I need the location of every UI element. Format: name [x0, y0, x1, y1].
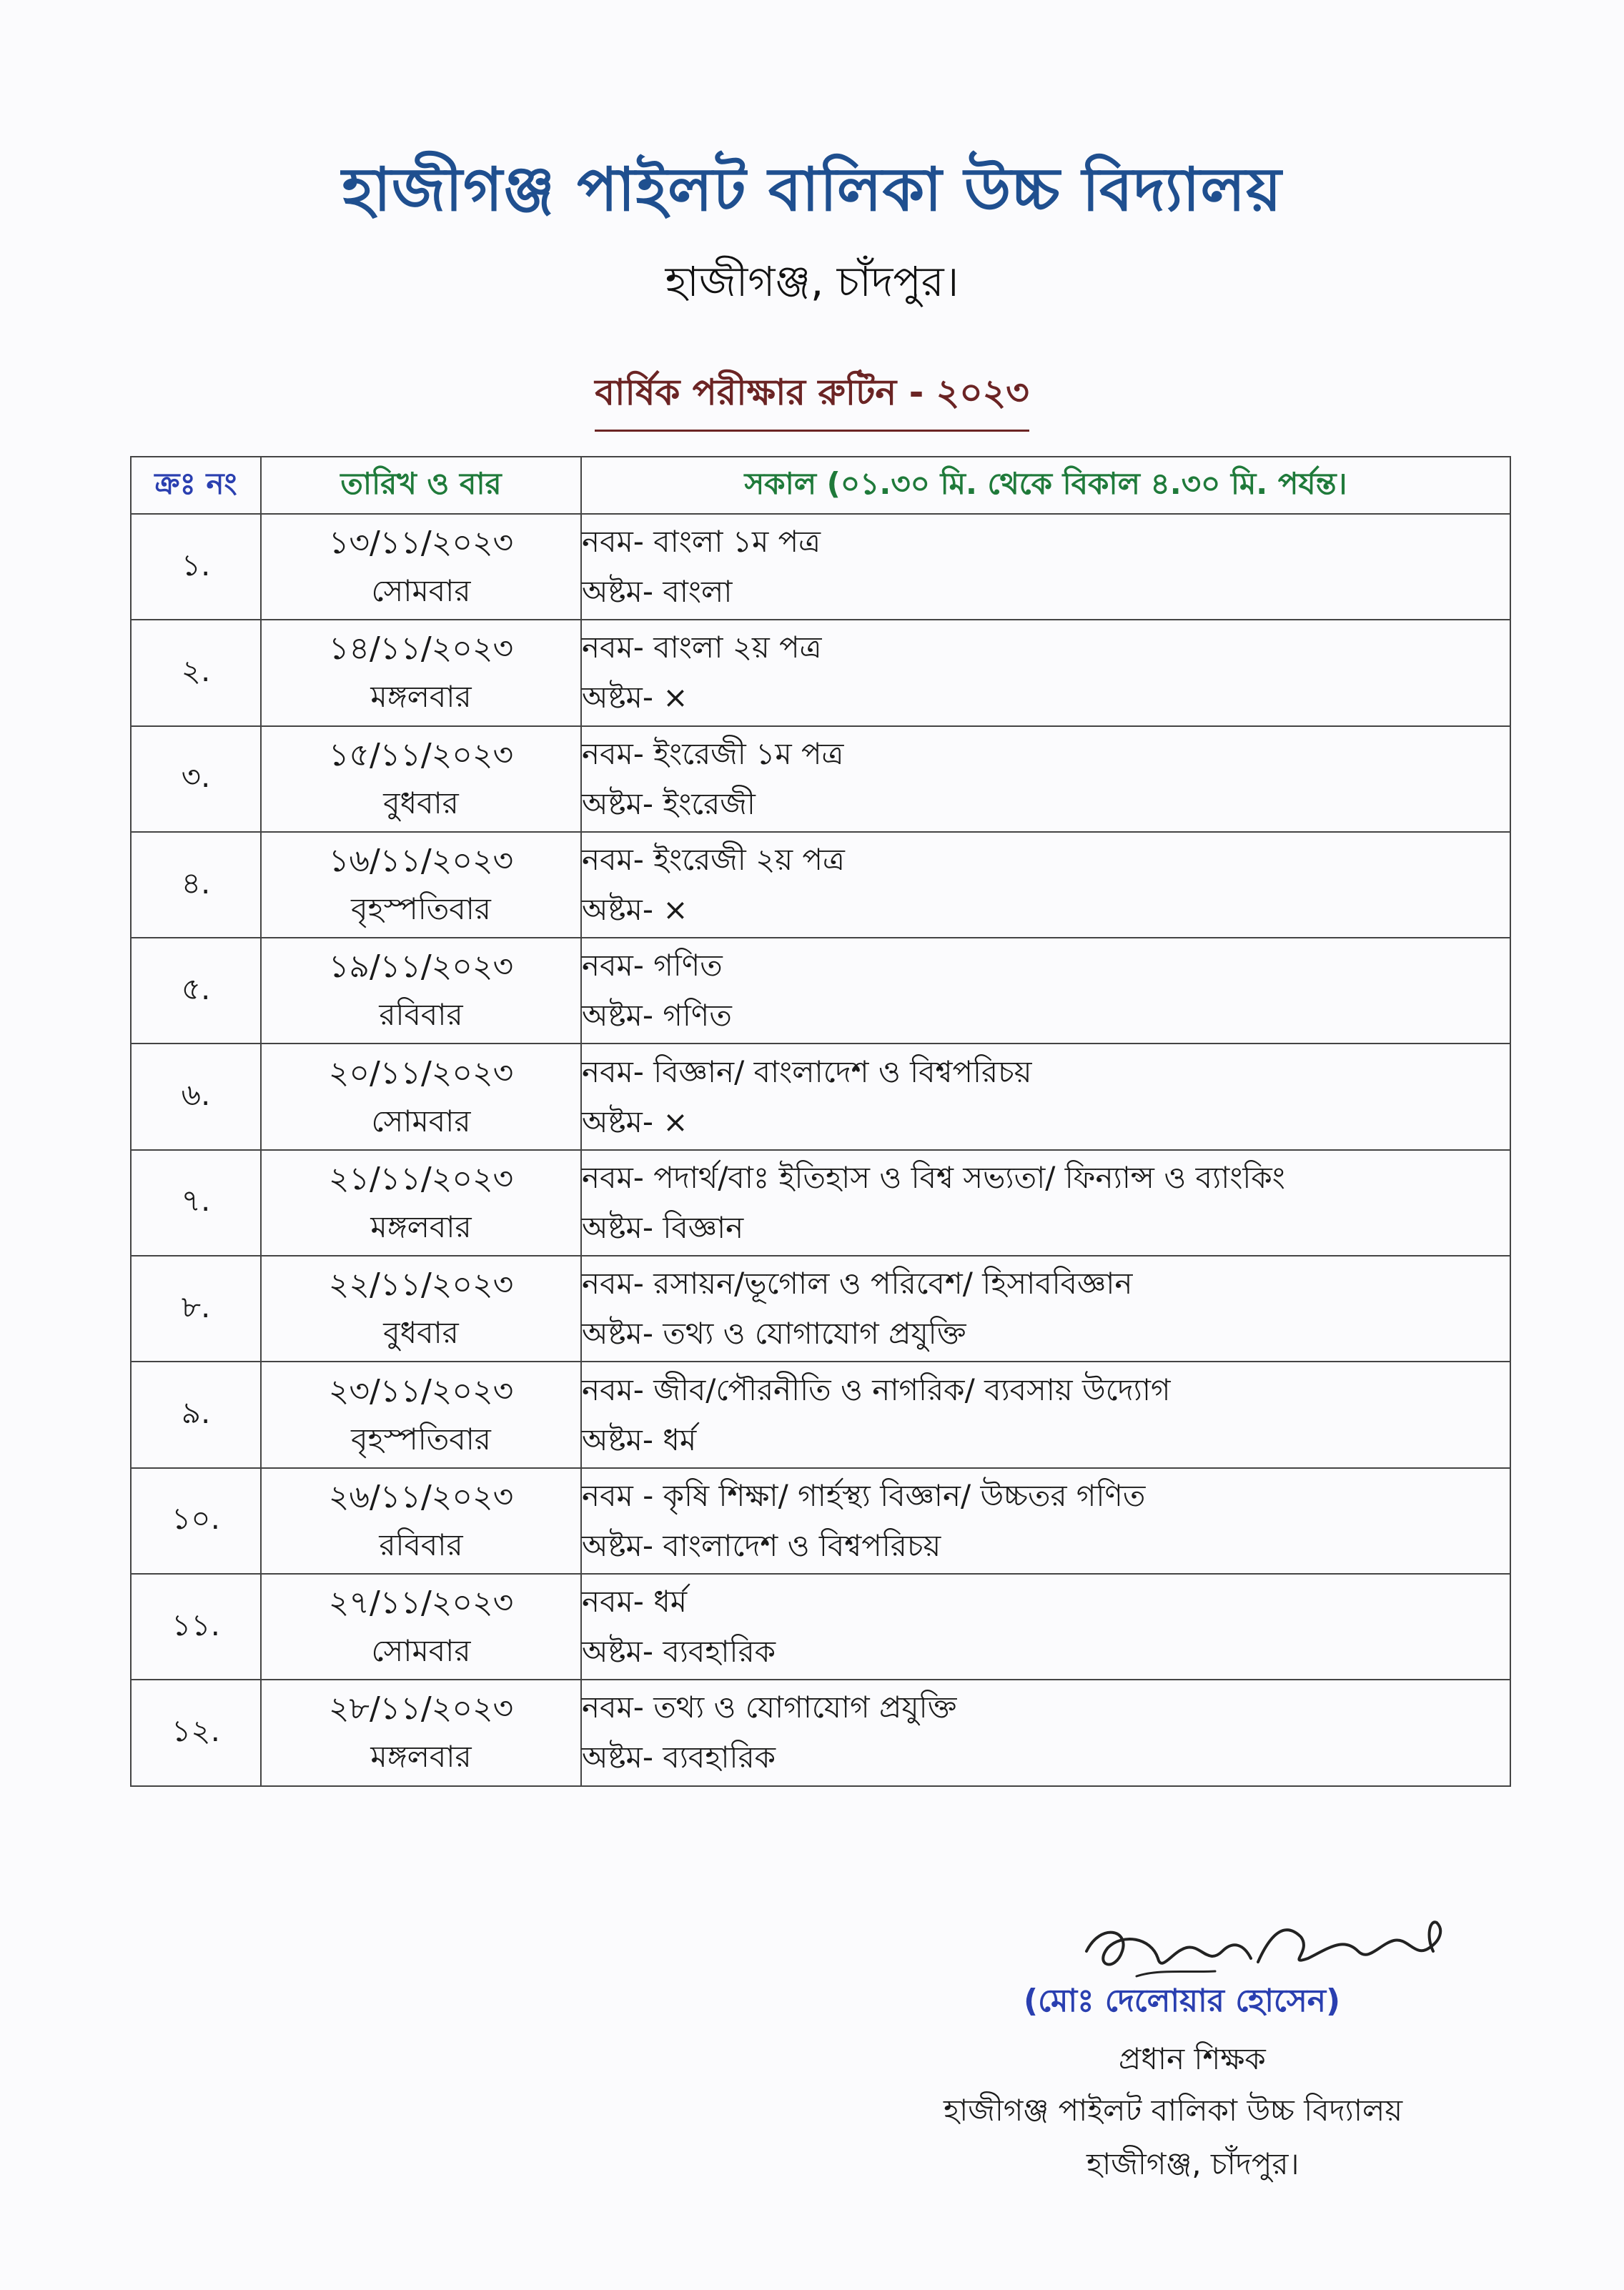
row-date-cell: [261, 1362, 581, 1467]
signatory-name: (মোঃ দেলোয়ার হোসেন): [1024, 1983, 1341, 2019]
row-day: বৃহস্পতিবার: [351, 1421, 491, 1457]
row-subjects: [581, 1468, 1510, 1574]
signatory-designation: প্রধান শিক্ষক: [1119, 2041, 1266, 2076]
header-serial: ক্রঃ নং: [131, 457, 261, 514]
row-subjects: [581, 1150, 1510, 1256]
class-nine-subject: নবম- গণিত: [582, 948, 723, 983]
class-eight-subject: অষ্টম- বিজ্ঞান: [582, 1209, 744, 1245]
class-eight-subject: অষ্টম- বাংলা: [582, 574, 733, 610]
class-eight-subject: অষ্টম- ×: [582, 680, 688, 715]
class-nine-subject: নবম- পদার্থ/বাঃ ইতিহাস ও বিশ্ব সভ্যতা/ ফিন্যান্স ও ব্যাংকিং: [582, 1159, 1285, 1195]
signatory-address: হাজীগঞ্জ, চাঁদপুর।: [1086, 2146, 1299, 2181]
class-nine-subject: নবম- জীব/পৌরনীতি ও নাগরিক/ ব্যবসায় উদ্যোগ: [582, 1372, 1171, 1407]
row-day: সোমবার: [371, 573, 471, 609]
row-serial: ৩.: [131, 726, 261, 832]
table-row: [131, 1362, 1510, 1467]
table-row: [131, 1150, 1510, 1256]
row-date-cell: [261, 1256, 581, 1362]
table-row: [131, 832, 1510, 938]
table-header-row: [131, 457, 1510, 514]
row-subjects: [581, 620, 1510, 725]
row-date-cell: [261, 938, 581, 1044]
row-serial: ৪.: [131, 832, 261, 938]
row-serial: ১২.: [131, 1680, 261, 1785]
row-day: রবিবার: [379, 997, 463, 1033]
row-subjects: [581, 514, 1510, 620]
row-date-cell: [261, 832, 581, 938]
row-date-cell: [261, 1150, 581, 1256]
school-address: হাজীগঞ্জ, চাঁদপুর।: [665, 257, 959, 306]
row-serial: ২.: [131, 620, 261, 725]
row-date-cell: [261, 1680, 581, 1785]
row-serial: ৫.: [131, 938, 261, 1044]
row-date-cell: [261, 1468, 581, 1574]
row-day: বৃহস্পতিবার: [351, 891, 491, 927]
row-date: ২১/১১/২০২৩: [328, 1160, 514, 1197]
table-row: [131, 620, 1510, 725]
table-row: [131, 938, 1510, 1044]
row-date: ২৮/১১/২০২৩: [328, 1690, 514, 1728]
row-date: ২০/১১/২০২৩: [328, 1054, 514, 1091]
class-eight-subject: অষ্টম- ব্যবহারিক: [582, 1634, 776, 1670]
row-subjects: [581, 1362, 1510, 1467]
row-date: ২৬/১১/২০২৩: [328, 1478, 514, 1515]
row-date: ২২/১১/২০২৩: [328, 1267, 514, 1304]
row-date-cell: [261, 620, 581, 725]
table-row: [131, 1044, 1510, 1149]
row-date: ২৩/১১/২০২৩: [328, 1372, 514, 1409]
row-subjects: [581, 832, 1510, 938]
class-eight-subject: অষ্টম- ×: [582, 892, 688, 928]
class-eight-subject: অষ্টম- ব্যবহারিক: [582, 1740, 776, 1775]
table-row: [131, 1574, 1510, 1680]
row-subjects: [581, 1574, 1510, 1680]
table-row: [131, 1680, 1510, 1785]
signatory-school: হাজীগঞ্জ পাইলট বালিকা উচ্চ বিদ্যালয়: [944, 2093, 1403, 2128]
row-serial: ৯.: [131, 1362, 261, 1467]
row-day: মঙ্গলবার: [370, 1209, 472, 1244]
class-eight-subject: অষ্টম- গণিত: [582, 998, 732, 1034]
routine-title-wrap: [0, 366, 1624, 432]
row-date: ১৬/১১/২০২৩: [328, 843, 514, 880]
class-nine-subject: নবম- রসায়ন/ভূগোল ও পরিবেশ/ হিসাববিজ্ঞান: [582, 1266, 1133, 1302]
row-date-cell: [261, 514, 581, 620]
row-day: বুধবার: [383, 1315, 459, 1351]
row-subjects: [581, 938, 1510, 1044]
school-name: হাজীগঞ্জ পাইলট বালিকা উচ্চ বিদ্যালয়: [342, 154, 1282, 224]
row-subjects: [581, 1256, 1510, 1362]
row-subjects: [581, 726, 1510, 832]
exam-routine-table: [130, 456, 1511, 1787]
class-eight-subject: অষ্টম- ×: [582, 1104, 688, 1139]
table-row: [131, 726, 1510, 832]
row-date-cell: [261, 1044, 581, 1149]
class-nine-subject: নবম- বিজ্ঞান/ বাংলাদেশ ও বিশ্বপরিচয়: [582, 1054, 1032, 1089]
row-day: মঙ্গলবার: [370, 679, 472, 715]
row-date: ১৫/১১/২০২৩: [328, 736, 514, 773]
table-row: [131, 514, 1510, 620]
row-subjects: [581, 1680, 1510, 1785]
row-serial: ১০.: [131, 1468, 261, 1574]
class-nine-subject: নবম- ইংরেজী ১ম পত্র: [582, 735, 844, 771]
row-date: ২৭/১১/২০২৩: [328, 1585, 514, 1622]
class-eight-subject: অষ্টম- ইংরেজী: [582, 785, 756, 821]
table-row: [131, 1256, 1510, 1362]
row-date: ১৯/১১/২০২৩: [328, 948, 514, 986]
row-day: সোমবার: [371, 1103, 471, 1139]
row-day: রবিবার: [379, 1527, 463, 1562]
class-nine-subject: নবম- বাংলা ২য় পত্র: [582, 630, 822, 665]
row-serial: ৮.: [131, 1256, 261, 1362]
row-day: বুধবার: [383, 785, 459, 821]
class-eight-subject: অষ্টম- তথ্য ও যোগাযোগ প্রযুক্তি: [582, 1316, 966, 1352]
row-serial: ১১.: [131, 1574, 261, 1680]
header-date-day: তারিখ ও বার: [261, 457, 581, 514]
row-day: সোমবার: [371, 1633, 471, 1669]
class-nine-subject: নবম- ইংরেজী ২য় পত্র: [582, 842, 845, 878]
class-eight-subject: অষ্টম- বাংলাদেশ ও বিশ্বপরিচয়: [582, 1527, 941, 1563]
table-row: [131, 1468, 1510, 1574]
row-date-cell: [261, 726, 581, 832]
row-subjects: [581, 1044, 1510, 1149]
row-date: ১৩/১১/২০২৩: [328, 525, 514, 562]
class-eight-subject: অষ্টম- ধর্ম: [582, 1422, 697, 1457]
row-serial: ৬.: [131, 1044, 261, 1149]
class-nine-subject: নবম- তথ্য ও যোগাযোগ প্রযুক্তি: [582, 1690, 957, 1725]
class-nine-subject: নবম- ধর্ম: [582, 1584, 688, 1620]
row-serial: ১.: [131, 514, 261, 620]
class-nine-subject: নবম - কৃষি শিক্ষা/ গার্হস্থ্য বিজ্ঞান/ উচ্চতর গণিত: [582, 1477, 1146, 1513]
header-shift: সকাল (০১.৩০ মি. থেকে বিকাল ৪.৩০ মি. পর্যন্ত।: [581, 457, 1510, 514]
row-date: ১৪/১১/২০২৩: [328, 630, 514, 668]
row-date-cell: [261, 1574, 581, 1680]
class-nine-subject: নবম- বাংলা ১ম পত্র: [582, 524, 821, 560]
row-serial: ৭.: [131, 1150, 261, 1256]
routine-title: বার্ষিক পরীক্ষার রুটিন - ২০২৩: [595, 366, 1029, 432]
row-day: মঙ্গলবার: [370, 1739, 472, 1775]
